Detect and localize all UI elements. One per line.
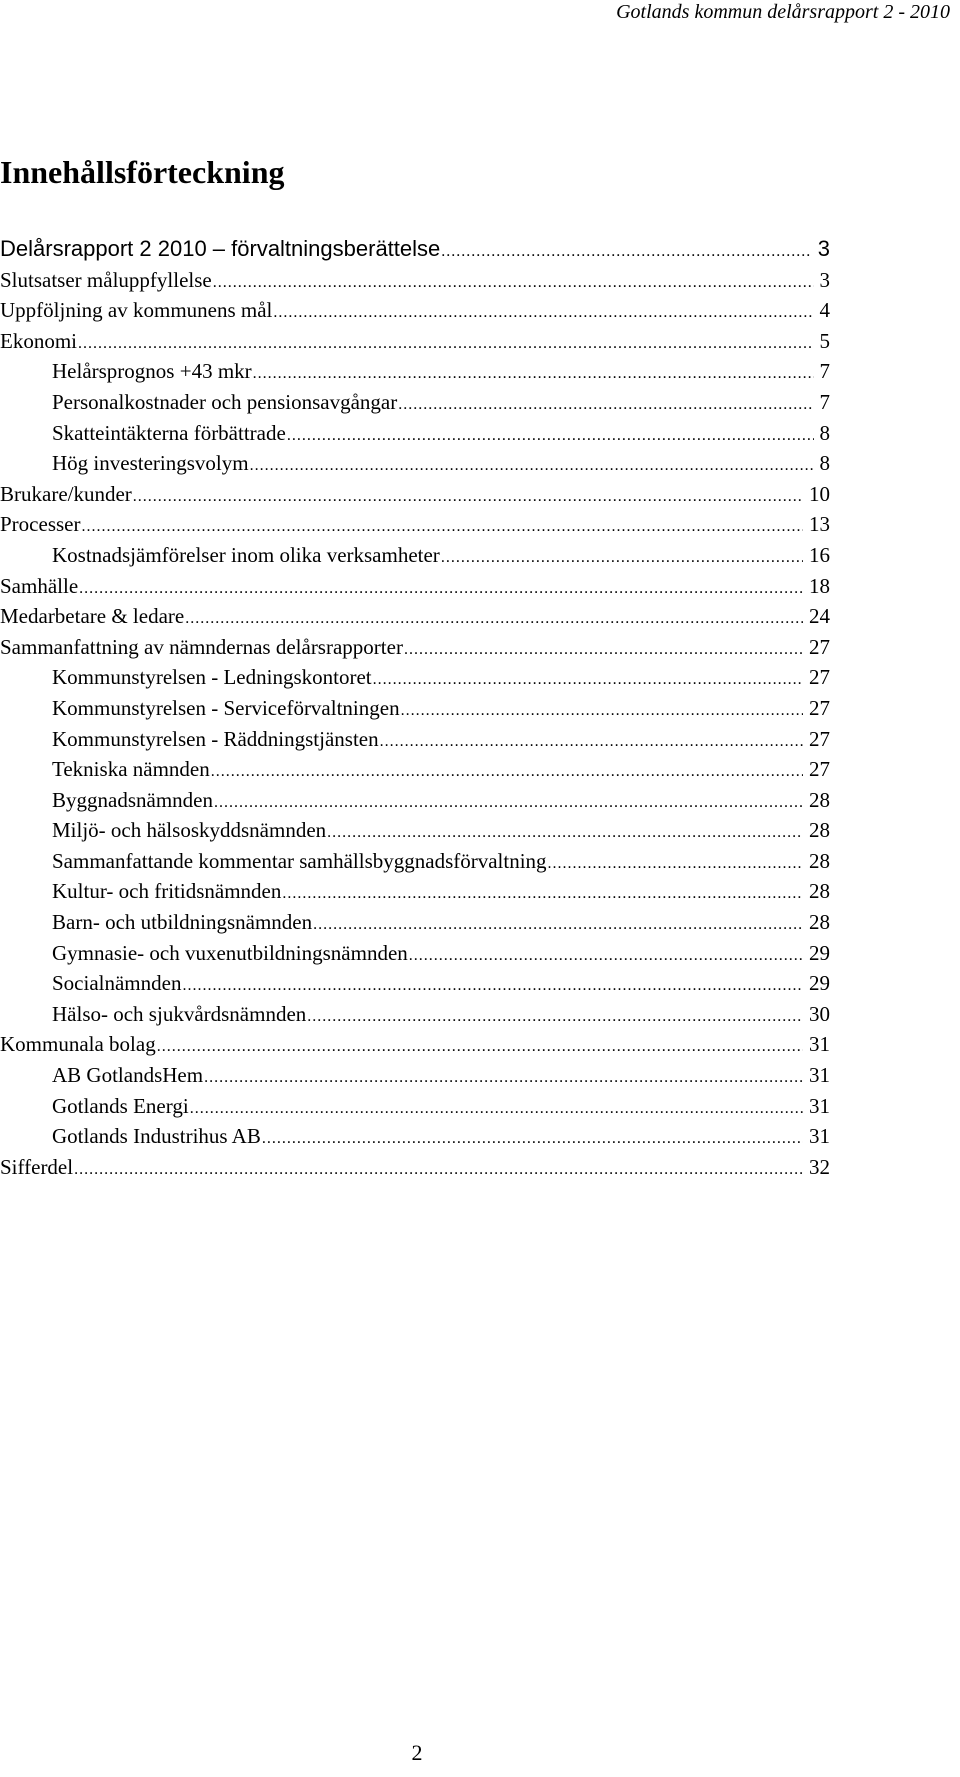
toc-entry[interactable] [0, 387, 830, 418]
toc-entry[interactable] [0, 1091, 830, 1122]
toc-entry-page-number: 31 [809, 1093, 830, 1118]
toc-entry[interactable] [0, 418, 830, 449]
toc-dot-leader [74, 1155, 803, 1186]
toc-entry-label: Helårsprognos +43 mkr [52, 359, 252, 384]
toc-entry[interactable] [0, 662, 830, 693]
toc-dot-leader [204, 1063, 803, 1094]
toc-dot-leader [287, 421, 814, 452]
toc-entry-label: Samhälle [0, 573, 79, 598]
toc-entry-label: Hälso- och sjukvårdsnämnden [52, 1001, 307, 1026]
toc-entry[interactable] [0, 938, 830, 969]
toc-entry-label: Hög investeringsvolym [52, 451, 249, 476]
toc-entry-page-number: 28 [809, 848, 830, 873]
toc-entry-page-number: 28 [809, 787, 830, 812]
toc-entry-page-number: 3 [819, 267, 830, 292]
toc-entry-page-number: 5 [819, 328, 830, 353]
toc-entry[interactable] [0, 295, 830, 326]
toc-entry-label: Kommunstyrelsen - Serviceförvaltningen [52, 695, 400, 720]
toc-entry-label: Processer [0, 512, 81, 537]
toc-dot-leader [133, 482, 803, 513]
toc-entry-page-number: 16 [809, 542, 830, 567]
toc-entry-label: Sammanfattande kommentar samhällsbyggnadsförvaltning [52, 848, 547, 873]
toc-entry[interactable] [0, 448, 830, 479]
toc-entry-label: Miljö- och hälsoskyddsnämnden [52, 818, 327, 843]
toc-dot-leader [409, 941, 803, 972]
toc-entry-page-number: 31 [809, 1063, 830, 1088]
toc-entry-label: Kostnadsjämförelser inom olika verksamheter [52, 542, 440, 567]
toc-entry-page-number: 32 [809, 1154, 830, 1179]
toc-dot-leader [157, 1032, 803, 1063]
toc-entry[interactable] [0, 479, 830, 510]
toc-dot-leader [213, 268, 814, 299]
toc-entry-page-number: 7 [819, 359, 830, 384]
toc-entry-label: Medarbetare & ledare [0, 604, 185, 629]
toc-dot-leader [79, 574, 803, 605]
toc-entry-label: Kultur- och fritidsnämnden [52, 879, 282, 904]
toc-dot-leader [273, 298, 813, 329]
toc-entry-page-number: 28 [809, 818, 830, 843]
toc-entry[interactable] [0, 907, 830, 938]
toc-entry-label: Uppföljning av kommunens mål [0, 298, 273, 323]
toc-entry-page-number: 27 [809, 634, 830, 659]
toc-entry-page-number: 8 [819, 451, 830, 476]
toc-dot-leader [190, 1094, 803, 1125]
toc-entry[interactable] [0, 724, 830, 755]
toc-title: Innehållsförteckning [0, 154, 285, 190]
toc-entry-label: Byggnadsnämnden [52, 787, 213, 812]
toc-entry-page-number: 8 [819, 420, 830, 445]
toc-entry[interactable] [0, 326, 830, 357]
toc-entry-page-number: 31 [809, 1032, 830, 1057]
toc-entry-page-number: 10 [809, 481, 830, 506]
page-number: 2 [411, 1740, 423, 1765]
toc-dot-leader [78, 329, 814, 360]
toc-entry-label: Socialnämnden [52, 971, 182, 996]
toc-entry[interactable] [0, 234, 830, 265]
toc-dot-leader [214, 788, 803, 819]
toc-dot-leader [380, 727, 803, 758]
toc-entry[interactable] [0, 846, 830, 877]
toc-entry-page-number: 13 [809, 512, 830, 537]
toc-dot-leader [182, 971, 803, 1002]
toc-entry[interactable] [0, 540, 830, 571]
toc-entry-label: Kommunstyrelsen - Räddningstjänsten [52, 726, 379, 751]
toc-entry-label: Sammanfattning av nämndernas delårsrapporter [0, 634, 403, 659]
toc-dot-leader [211, 757, 803, 788]
toc-entry-label: Sifferdel [0, 1154, 74, 1179]
toc-dot-leader [313, 910, 803, 941]
toc-entry-label: AB GotlandsHem [52, 1063, 204, 1088]
toc-entry-label: Gotlands Energi [52, 1093, 189, 1118]
toc-entry-page-number: 27 [809, 695, 830, 720]
toc-entry-label: Delårsrapport 2 2010 – förvaltningsberättelse [0, 236, 441, 261]
toc-dot-leader [282, 879, 803, 910]
toc-entry-page-number: 31 [809, 1124, 830, 1149]
toc-dot-leader [81, 512, 803, 543]
running-header: Gotlands kommun delårsrapport 2 - 2010 [616, 1, 950, 23]
toc-dot-leader [441, 543, 803, 574]
toc-entry-label: Gotlands Industrihus AB [52, 1124, 261, 1149]
toc-dot-leader [185, 604, 803, 635]
toc-dot-leader [327, 818, 803, 849]
toc-entry-page-number: 3 [817, 236, 830, 261]
toc-dot-leader [250, 451, 814, 482]
toc-entry[interactable] [0, 356, 830, 387]
toc-dot-leader [401, 696, 803, 727]
toc-entry-page-number: 29 [809, 940, 830, 965]
toc-entry-page-number: 28 [809, 910, 830, 935]
toc-entry-label: Kommunala bolag [0, 1032, 156, 1057]
toc-entry[interactable] [0, 999, 830, 1030]
toc-entry-page-number: 24 [809, 604, 830, 629]
toc-entry[interactable] [0, 785, 830, 816]
toc-entry-page-number: 7 [819, 389, 830, 414]
toc-entry[interactable] [0, 815, 830, 846]
toc-entry-label: Skatteintäkterna förbättrade [52, 420, 286, 445]
toc-entry-page-number: 29 [809, 971, 830, 996]
toc-entry-label: Kommunstyrelsen - Ledningskontoret [52, 665, 372, 690]
toc-dot-leader [441, 237, 811, 268]
toc-entry[interactable] [0, 876, 830, 907]
toc-entry[interactable] [0, 509, 830, 540]
toc-entry[interactable] [0, 1121, 830, 1152]
toc-dot-leader [253, 359, 814, 390]
toc-entry-label: Gymnasie- och vuxenutbildningsnämnden [52, 940, 408, 965]
toc-entry-page-number: 18 [809, 573, 830, 598]
toc-dot-leader [548, 849, 803, 880]
table-of-contents [0, 234, 830, 1182]
toc-entry-label: Ekonomi [0, 328, 77, 353]
toc-dot-leader [373, 665, 803, 696]
toc-entry-page-number: 28 [809, 879, 830, 904]
toc-entry[interactable] [0, 1029, 830, 1060]
toc-entry-page-number: 4 [819, 298, 830, 323]
toc-dot-leader [262, 1124, 803, 1155]
toc-entry[interactable] [0, 571, 830, 602]
toc-entry-page-number: 27 [809, 665, 830, 690]
toc-entry[interactable] [0, 754, 830, 785]
toc-entry-page-number: 27 [809, 757, 830, 782]
toc-entry[interactable] [0, 693, 830, 724]
toc-entry-label: Barn- och utbildningsnämnden [52, 910, 313, 935]
toc-entry-page-number: 27 [809, 726, 830, 751]
toc-entry-label: Personalkostnader och pensionsavgångar [52, 389, 398, 414]
toc-dot-leader [398, 390, 813, 421]
toc-entry-page-number: 30 [809, 1001, 830, 1026]
toc-entry-label: Tekniska nämnden [52, 757, 210, 782]
toc-entry[interactable] [0, 968, 830, 999]
toc-entry[interactable] [0, 601, 830, 632]
toc-entry-label: Slutsatser måluppfyllelse [0, 267, 212, 292]
toc-entry[interactable] [0, 1060, 830, 1091]
toc-entry[interactable] [0, 1152, 830, 1183]
toc-entry-label: Brukare/kunder [0, 481, 132, 506]
toc-dot-leader [404, 635, 803, 666]
toc-dot-leader [307, 1002, 803, 1033]
toc-entry[interactable] [0, 632, 830, 663]
toc-entry[interactable] [0, 265, 830, 296]
